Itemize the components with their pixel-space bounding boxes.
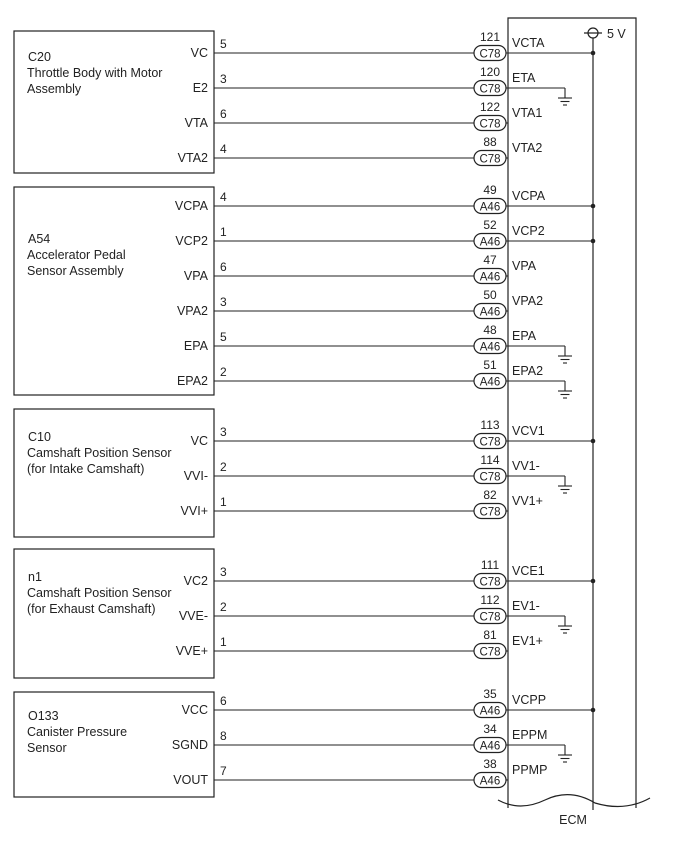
connector-code: C78 — [479, 611, 501, 624]
junction-dot — [591, 239, 596, 244]
ground-icon — [558, 476, 572, 493]
ecm-terminal-label: VCTA — [512, 36, 545, 50]
ground-icon — [558, 346, 572, 363]
component-id: A54 — [28, 232, 51, 246]
ecm-pin-number: 121 — [479, 30, 501, 44]
component-name: (for Exhaust Camshaft) — [27, 602, 156, 616]
ecm-terminal-label: VPA2 — [512, 294, 544, 308]
component-pin-number: 6 — [220, 694, 227, 708]
ecm-pin-number: 81 — [483, 628, 497, 642]
connector-code: A46 — [479, 705, 501, 718]
component-name: (for Intake Camshaft) — [27, 462, 145, 476]
component-name: Sensor Assembly — [27, 264, 124, 278]
ecm-pin-number: 48 — [483, 323, 497, 337]
ecm-terminal-label: VV1+ — [512, 494, 543, 508]
ecm-pin-number: 88 — [483, 135, 497, 149]
connector-code: A46 — [479, 775, 501, 788]
component-pin-label: VVI+ — [180, 504, 208, 518]
connector-code: C78 — [479, 153, 501, 166]
ecm-terminal-label: VCE1 — [512, 564, 545, 578]
component-box-a54 — [14, 187, 214, 395]
component-pin-number: 3 — [220, 425, 227, 439]
connector-code: A46 — [479, 271, 501, 284]
ecm-pin-number: 113 — [480, 418, 500, 432]
connector-code: A46 — [479, 236, 501, 249]
connector-code: A46 — [479, 740, 501, 753]
connector-code: A46 — [479, 376, 501, 389]
connector-code: A46 — [479, 201, 501, 214]
ground-icon — [558, 616, 572, 633]
ecm-terminal-label: VV1- — [512, 459, 540, 473]
ecm-pin-number: 112 — [480, 593, 500, 607]
component-name: Canister Pressure — [27, 725, 128, 739]
ecm-pin-number: 35 — [483, 687, 497, 701]
component-pin-label: VCPA — [174, 199, 208, 213]
component-pin-number: 5 — [220, 37, 227, 51]
ecm-terminal-label: VPA — [512, 259, 537, 273]
junction-dot — [591, 439, 596, 444]
connector-code: A46 — [479, 341, 501, 354]
component-id: n1 — [28, 570, 42, 584]
component-name: Sensor — [27, 741, 67, 755]
ecm-label: ECM — [559, 813, 587, 827]
ecm-terminal-label: EV1- — [512, 599, 540, 613]
connector-code: C78 — [479, 576, 501, 589]
component-pin-label: VOUT — [173, 773, 208, 787]
junction-dot — [591, 204, 596, 209]
component-pin-number: 3 — [220, 72, 227, 86]
component-pin-number: 3 — [220, 565, 227, 579]
ecm-pin-number: 120 — [479, 65, 501, 79]
component-name: Camshaft Position Sensor — [27, 586, 172, 600]
ground-icon — [558, 381, 572, 398]
ecm-box — [508, 18, 636, 808]
component-pin-label: VPA — [183, 269, 208, 283]
component-pin-number: 8 — [220, 729, 227, 743]
ecm-terminal-label: VCPP — [512, 693, 547, 707]
ecm-terminal-label: ETA — [512, 71, 536, 85]
ecm-pin-number: 111 — [480, 558, 500, 572]
junction-dot — [591, 708, 596, 713]
component-name: Assembly — [27, 82, 82, 96]
ground-icon — [558, 745, 572, 762]
component-pin-number: 1 — [220, 635, 227, 649]
connector-code: A46 — [479, 306, 501, 319]
ground-icon — [558, 88, 572, 105]
component-pin-number: 1 — [220, 495, 227, 509]
connector-code: C78 — [479, 48, 501, 61]
ecm-pin-number: 38 — [483, 757, 497, 771]
component-pin-label: VPA2 — [176, 304, 208, 318]
junction-dot — [591, 51, 596, 56]
component-pin-number: 4 — [220, 142, 227, 156]
component-pin-label: VVI- — [183, 469, 208, 483]
ecm-pin-number: 82 — [483, 488, 497, 502]
component-pin-label: VCP2 — [175, 234, 208, 248]
component-pin-label: EPA — [183, 339, 208, 353]
ecm-terminal-label: EV1+ — [512, 634, 543, 648]
ecm-pin-number: 52 — [483, 218, 497, 232]
ecm-terminal-label: EPPM — [512, 728, 548, 742]
component-pin-label: SGND — [171, 738, 208, 752]
ecm-pin-number: 50 — [483, 288, 497, 302]
component-pin-number: 6 — [220, 260, 227, 274]
ecm-terminal-label: VCPA — [512, 189, 546, 203]
component-pin-label: VC2 — [183, 574, 208, 588]
ecm-terminal-label: EPA — [512, 329, 537, 343]
component-pin-label: VC — [190, 434, 208, 448]
component-pin-label: VC — [190, 46, 208, 60]
ecm-terminal-label: EPA2 — [512, 364, 544, 378]
ecm-pin-number: 51 — [483, 358, 497, 372]
component-pin-label: VVE+ — [175, 644, 208, 658]
connector-code: C78 — [479, 436, 501, 449]
supply-label: 5 V — [607, 27, 626, 41]
connector-code: C78 — [479, 646, 501, 659]
component-pin-label: E2 — [192, 81, 208, 95]
ecm-pin-number: 114 — [480, 453, 500, 467]
ecm-pin-number: 49 — [483, 183, 497, 197]
connector-code: C78 — [479, 506, 501, 519]
connector-code: C78 — [479, 471, 501, 484]
component-pin-label: VTA — [184, 116, 208, 130]
ecm-terminal-label: VCV1 — [512, 424, 545, 438]
component-pin-number: 3 — [220, 295, 227, 309]
component-name: Accelerator Pedal — [27, 248, 126, 262]
ecm-pin-number: 47 — [483, 253, 497, 267]
component-pin-number: 2 — [220, 460, 227, 474]
ecm-terminal-label: VTA1 — [512, 106, 543, 120]
component-pin-number: 6 — [220, 107, 227, 121]
component-pin-number: 2 — [220, 600, 227, 614]
ecm-break-line — [498, 795, 650, 807]
component-pin-label: VCC — [181, 703, 208, 717]
junction-dot — [591, 579, 596, 584]
component-pin-number: 4 — [220, 190, 227, 204]
component-id: C20 — [28, 50, 51, 64]
ecm-terminal-label: VTA2 — [512, 141, 543, 155]
ecm-terminal-label: PPMP — [512, 763, 548, 777]
ecm-terminal-label: VCP2 — [512, 224, 545, 238]
component-pin-number: 1 — [220, 225, 227, 239]
component-pin-label: EPA2 — [176, 374, 208, 388]
component-pin-label: VVE- — [178, 609, 208, 623]
ecm-pin-number: 122 — [479, 100, 501, 114]
ecm-pin-number: 34 — [483, 722, 497, 736]
component-pin-number: 7 — [220, 764, 227, 778]
component-id: C10 — [28, 430, 51, 444]
connector-code: C78 — [479, 118, 501, 131]
connector-code: C78 — [479, 83, 501, 96]
component-name: Throttle Body with Motor — [27, 66, 163, 80]
component-name: Camshaft Position Sensor — [27, 446, 172, 460]
component-pin-number: 5 — [220, 330, 227, 344]
component-id: O133 — [28, 709, 59, 723]
component-pin-number: 2 — [220, 365, 227, 379]
component-pin-label: VTA2 — [177, 151, 208, 165]
